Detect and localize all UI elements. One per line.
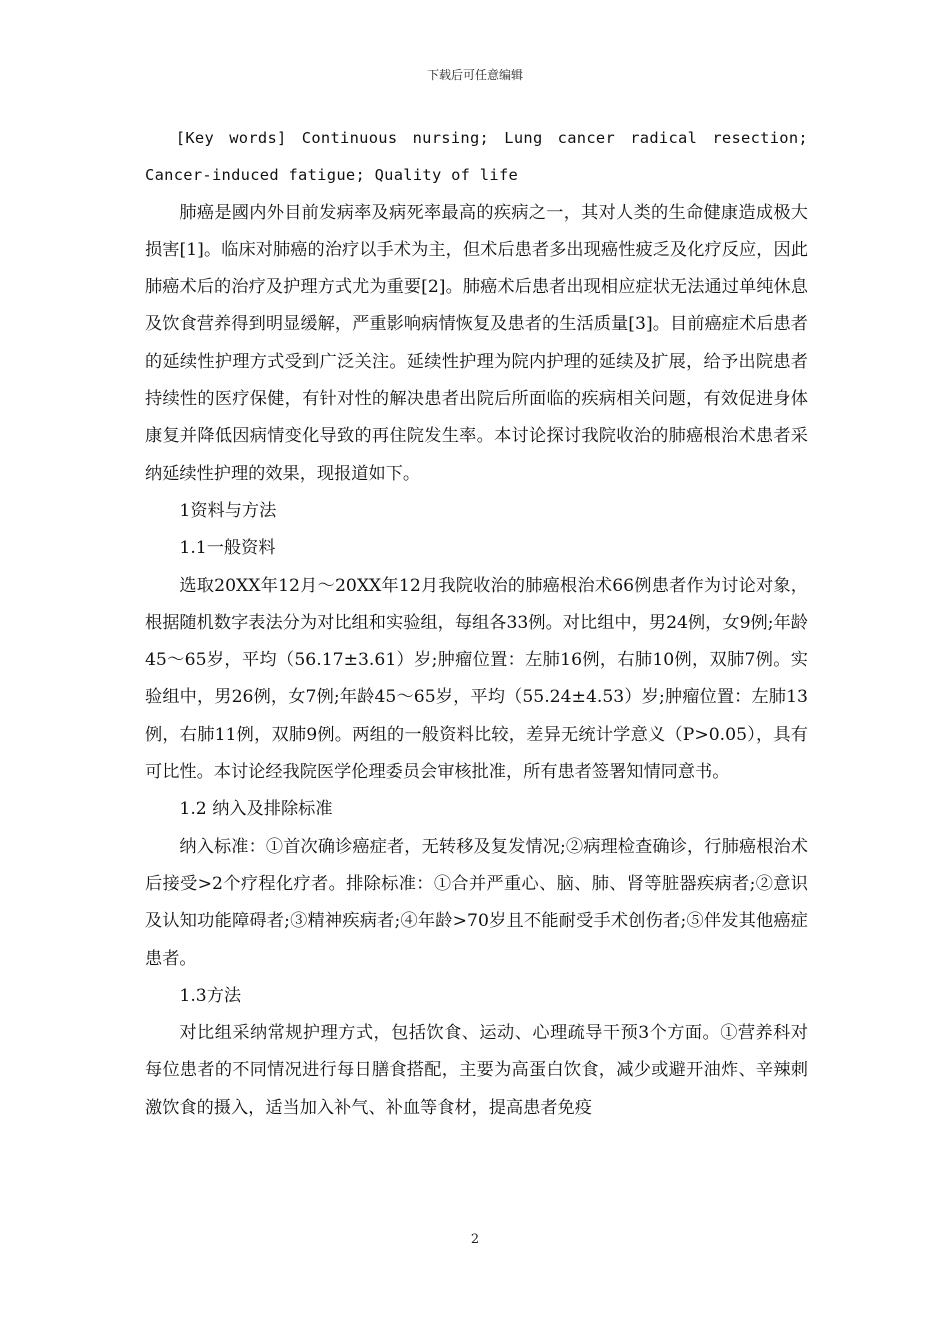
section-heading-materials-methods: 1资料与方法 — [179, 500, 277, 521]
page-number: 2 — [470, 1232, 480, 1247]
intro-paragraph: 肺癌是國内外目前发病率及病死率最高的疾病之一，其对人类的生命健康造成极大损害[1]。临床对肺癌的治疗以手术为主，但术后患者多出现癌性疲乏及化疗反应，因此肺癌术后的治疗及护理方式尤为重要[2]。肺癌术后患者出现相应症状无法通过单纯休息及饮食营养得到明显缓解，严重影响病情恢复及患者的生活质量[3]。目前癌症术后患者的延续性护理方式受到广泛关注。延续性护理为院内护理的延续及扩展，给予出院患者持续性的医疗保健，有针对性的解决患者出院后所面临的疾病相关问题，有效促进身体康复并降低因病情变化导致的再住院发生率。本讨论探讨我院收治的肺癌根治术患者采纳延续性护理的效果，现报道如下。 — [145, 202, 808, 484]
section-heading-methods: 1.3方法 — [179, 985, 242, 1006]
methods-paragraph: 对比组采纳常规护理方式，包括饮食、运动、心理疏导干预3个方面。①营养科对每位患者的不同情况进行每日膳食搭配，主要为高蛋白饮食，减少或避开油炸、辛辣刺激饮食的摄入，适当加入补气、补血等食材，提高患者免疫 — [145, 1023, 808, 1118]
section-heading-criteria: 1.2 纳入及排除标准 — [179, 799, 333, 820]
criteria-paragraph: 纳入标准：①首次确诊癌症者，无转移及复发情况;②病理检查确诊，行肺癌根治术后接受>2个疗程化疗者。排除标准：①合并严重心、脑、肺、肾等脏器疾病者;②意识及认知功能障碍者;③精神疾病者;④年龄>70岁且不能耐受手术创伤者;⑤伴发其他癌症患者。 — [145, 836, 808, 969]
document-body — [145, 120, 808, 1127]
section-heading-general-info: 1.1一般资料 — [179, 538, 276, 559]
page-header: 下载后可任意编辑 — [426, 68, 523, 82]
keywords-paragraph: [Key words] Continuous nursing; Lung cancer radical resection; Cancer-induced fatigue; Quality of life — [145, 129, 808, 185]
general-info-paragraph: 选取20XX年12月～20XX年12月我院收治的肺癌根治术66例患者作为讨论对象，根据随机数字表法分为对比组和实验组，每组各33例。对比组中，男24例，女9例;年龄45～65岁，平均（56.17±3.61）岁;肿瘤位置：左肺16例，右肺10例，双肺7例。实验组中，男26例，女7例;年龄45～65岁，平均（55.24±4.53）岁;肿瘤位置：左肺13例，右肺11例，双肺9例。两组的一般资料比较，差异无统计学意义（P>0.05），具有可比性。本讨论经我院医学伦理委员会审核批准，所有患者签署知情同意书。 — [145, 575, 808, 783]
